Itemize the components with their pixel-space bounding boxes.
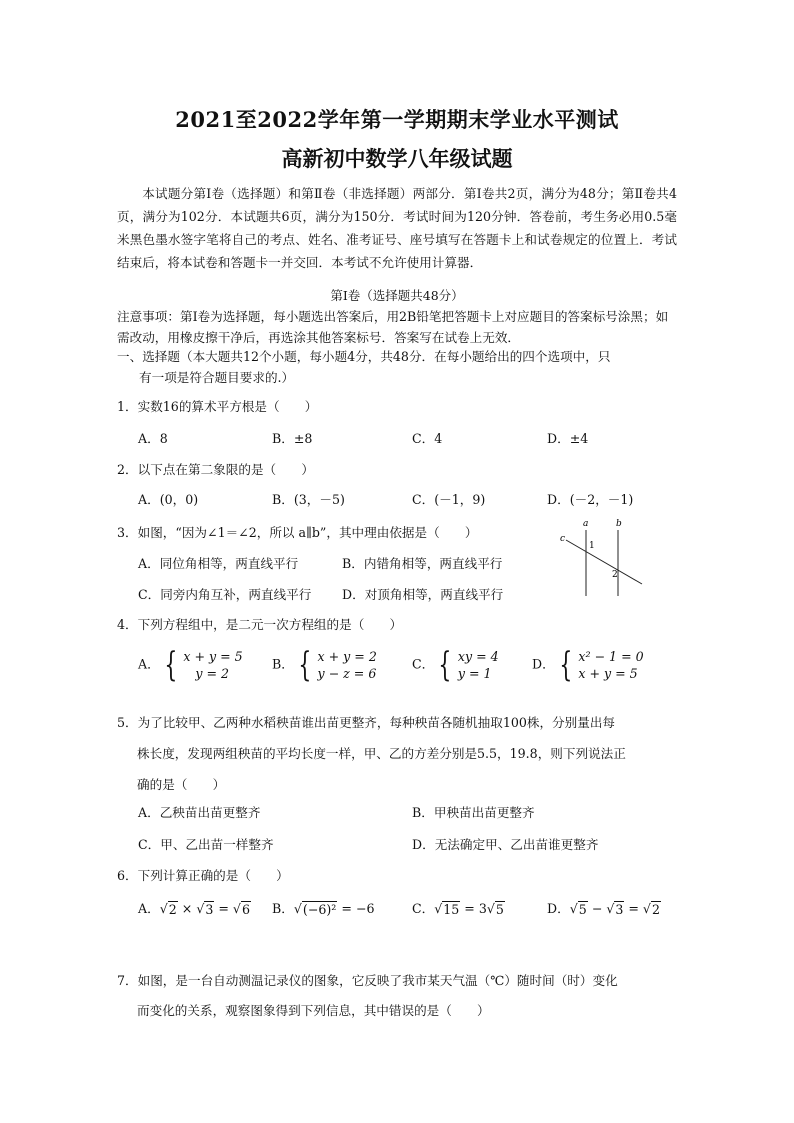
q4-option-b (272, 645, 377, 685)
sqrt-2b: √ 2 (642, 901, 660, 917)
q6-d-rad3: 2 (651, 902, 660, 917)
exam-title: 2021至2022学年第一学期期末学业水平测试 (175, 107, 619, 132)
section1-title: 第Ⅰ卷（选择题共48分） (330, 288, 464, 303)
q6-a-rad3: 6 (241, 902, 250, 917)
q4-b-eq2: y − z = 6 (317, 666, 377, 681)
q6-a-rad2: 3 (205, 902, 214, 917)
part1-heading (117, 346, 677, 388)
q4-b-label: B． (272, 656, 294, 672)
sqrt-6: √ 6 (232, 901, 250, 917)
sqrt-neg6-sq: √ (−6)² (293, 901, 337, 917)
q5-option-b: B．甲秧苗出苗更整齐 (412, 805, 535, 820)
q6-d-rad1: 5 (578, 902, 587, 917)
label-c: c (560, 534, 566, 544)
q4-stem: 4．下列方程组中，是二元一次方程组的是（ ） (117, 617, 403, 632)
q4-option-a (138, 645, 243, 685)
notice: 注意事项：第Ⅰ卷为选择题，每小题选出答案后，用2B铅笔把答题卡上对应题目的答案标号涂黑；如需改动，用橡皮擦干净后，再选涂其他答案标号．答案写在试卷上无效． (117, 309, 669, 345)
q4-b-eq1: x + y = 2 (317, 649, 377, 664)
exam-intro: 本试题分第Ⅰ卷（选择题）和第Ⅱ卷（非选择题）两部分．第Ⅰ卷共2页，满分为48分；第Ⅱ卷共4页，满分为102分．本试题共6页，满分为150分．考试时间为120分钟．答卷前，考生务必用0.5毫米黑色墨水签字笔将自己的考点、姓名、准考证号、座号填写在答题卡上和试卷规定的位置上．考试结束后，将本试卷和答题卡一并交回．本考试不允许使用计算器． (117, 186, 677, 270)
q4-option-c (412, 645, 499, 685)
part1-line2: 有一项是符合题目要求的.） (139, 370, 295, 385)
q3-option-d: D．对顶角相等，两直线平行 (342, 587, 504, 602)
q6-c-rad: 15 (443, 902, 460, 917)
q6-d-rad2: 3 (615, 902, 624, 917)
q6-a-op: × (177, 901, 197, 916)
q6-option-a (138, 898, 251, 917)
label-a: a (583, 519, 589, 529)
q5-line1: 5．为了比较甲、乙两种水稻秧苗谁出苗更整齐，每种秧苗各随机抽取100株，分别量出每 (117, 715, 616, 730)
q4-a-eq1: x + y = 5 (183, 649, 243, 664)
q4-d-eq2: x + y = 5 (578, 666, 638, 681)
line-c (566, 540, 642, 584)
q5-option-a: A．乙秧苗出苗更整齐 (138, 805, 261, 820)
q6-c-label: C． (412, 901, 435, 916)
q4-d-label: D． (532, 656, 555, 672)
q5-line2: 株长度，发现两组秧苗的平均长度一样，甲、乙的方差分别是5.5，19.8，则下列说法正 (137, 746, 626, 761)
q6-b-rest: = −6 (337, 901, 375, 916)
q1-option-a: A．8 (138, 431, 168, 446)
q2-option-d: D．(－2，－1) (547, 492, 634, 507)
q7-stem (117, 966, 677, 1026)
q6-option-d (547, 898, 661, 917)
q6-a-label: A． (138, 901, 160, 916)
q7-line2: 而变化的关系，观察图象得到下列信息，其中错误的是（ ） (137, 1003, 490, 1018)
sqrt-5: √ 5 (486, 901, 504, 917)
part1-line1: 一、选择题（本大题共12个小题，每小题4分，共48分．在每小题给出的四个选项中，只 (117, 349, 611, 364)
q6-d-label: D． (547, 901, 570, 916)
q1-option-b: B．±8 (272, 431, 313, 446)
sqrt-15: √ 15 (434, 901, 460, 917)
q5-option-c: C．甲、乙出苗一样整齐 (138, 837, 274, 852)
q4-a-system: { x + y = 5 y = 2 (164, 645, 243, 685)
q3-parallel-lines-figure (556, 516, 656, 600)
angle-1-label: 1 (589, 541, 595, 551)
q7-line1: 7．如图，是一台自动测温记录仪的图象，它反映了我市某天气温（℃）随时间（时）变化 (117, 973, 618, 988)
q3-option-c: C．同旁内角互补，两直线平行 (138, 587, 312, 602)
q5-option-d: D．无法确定甲、乙出苗谁更整齐 (412, 837, 599, 852)
q4-c-system: { xy = 4 y = 1 (438, 645, 499, 685)
q6-c-eq: = 3 (460, 901, 487, 916)
q6-stem: 6．下列计算正确的是（ ） (117, 868, 289, 883)
q4-a-eq2: y = 2 (195, 666, 230, 681)
q2-stem: 2．以下点在第二象限的是（ ） (117, 462, 314, 477)
q2-option-a: A．(0，0) (138, 492, 199, 507)
q6-option-b (272, 898, 374, 917)
q4-c-eq1: xy = 4 (457, 649, 499, 664)
q3-stem: 3．如图，“因为∠1＝∠2，所以 a∥b”，其中理由依据是（ ） (117, 525, 478, 540)
q3-option-b: B．内错角相等，两直线平行 (342, 556, 503, 571)
q4-b-system: { x + y = 2 y − z = 6 (298, 645, 377, 685)
q2-option-c: C．(－1，9) (412, 492, 486, 507)
sqrt-5b: √ 5 (569, 901, 587, 917)
q6-a-rad1: 2 (168, 902, 177, 917)
q6-d-op: − (587, 901, 607, 916)
label-b: b (616, 519, 622, 529)
q4-d-system: { x² − 1 = 0 x + y = 5 (559, 645, 644, 685)
angle-2-label: 2 (612, 570, 618, 580)
q6-d-eq: = (624, 901, 643, 916)
q4-c-eq2: y = 1 (457, 666, 492, 681)
q5-stem (117, 707, 677, 800)
exam-subtitle: 高新初中数学八年级试题 (281, 146, 513, 171)
q2-option-b: B．(3，－5) (272, 492, 345, 507)
q6-b-rad: (−6)² (302, 902, 337, 917)
sqrt-3: √ 3 (196, 901, 214, 917)
q6-c-rad2: 5 (495, 902, 504, 917)
q4-option-d (532, 645, 644, 685)
q6-b-label: B． (272, 901, 294, 916)
q4-d-eq1: x² − 1 = 0 (578, 649, 644, 664)
q6-option-c (412, 898, 505, 917)
sqrt-3b: √ 3 (606, 901, 624, 917)
sqrt-2: √ 2 (159, 901, 177, 917)
q1-option-d: D．±4 (547, 431, 589, 446)
q6-a-eq: = (214, 901, 233, 916)
q3-option-a: A．同位角相等，两直线平行 (138, 556, 299, 571)
q1-stem: 1．实数16的算术平方根是（ ） (117, 399, 318, 414)
q1-option-c: C．4 (412, 431, 443, 446)
q4-a-label: A． (138, 656, 160, 672)
q4-c-label: C． (412, 656, 435, 672)
q5-line3: 确的是（ ） (137, 777, 226, 792)
